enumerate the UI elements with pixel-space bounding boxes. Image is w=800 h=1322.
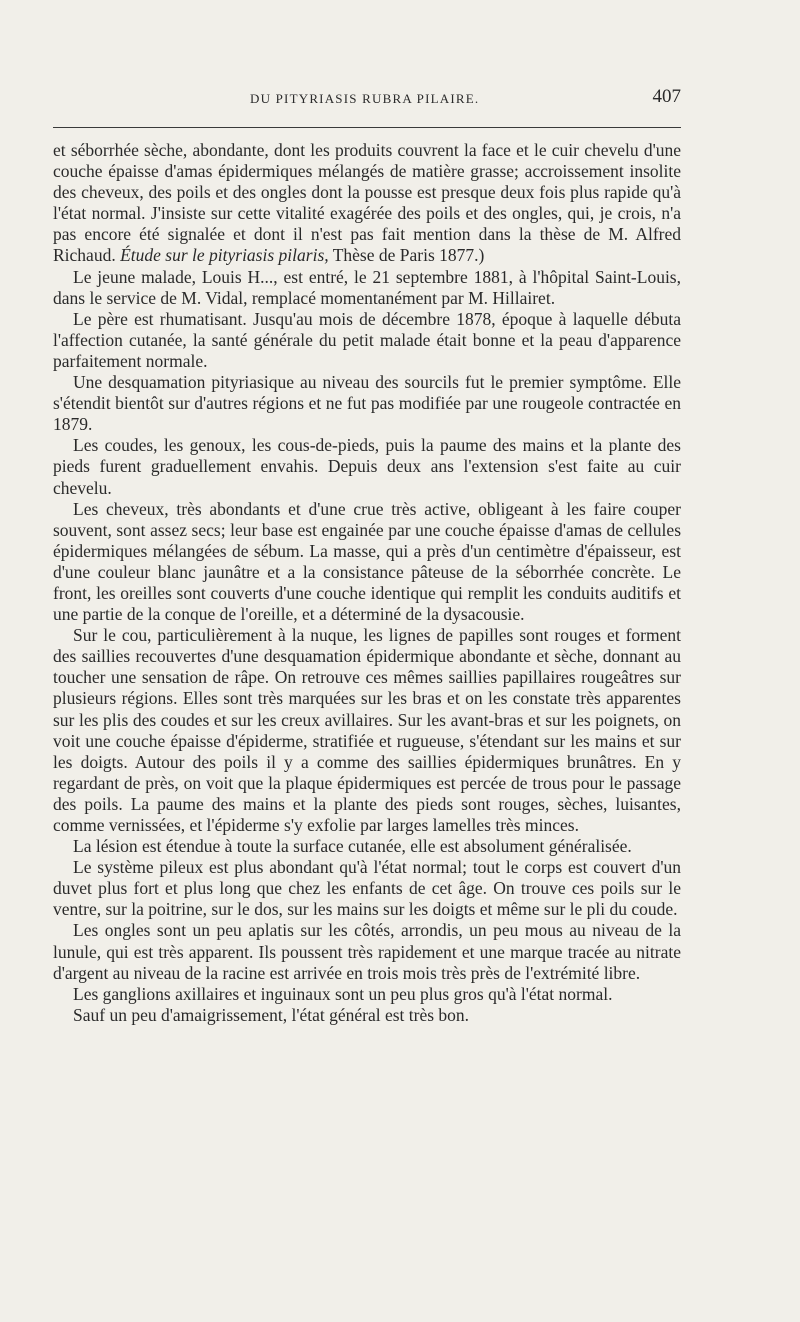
paragraph: Sauf un peu d'amaigrissement, l'état général est très bon. [73, 1004, 470, 1025]
paragraph: Le père est rhumatisant. Jusqu'au mois de décembre 1878, époque à laquelle débuta l'affection cutanée, la santé générale du petit malade était bonne et la peau d'apparence parfaitement normale. [53, 308, 681, 371]
paragraph-text: Thèse de Paris 1877.) [328, 245, 485, 266]
paragraph: Les coudes, les genoux, les cous-de-pieds, puis la paume des mains et la plante des pieds furent graduellement envahis. Depuis deux ans l'extension s'est faite au cuir chevelu. [53, 435, 681, 498]
running-title: DU PITYRIASIS RUBRA PILAIRE. [250, 91, 480, 106]
cited-title: Étude sur le pityriasis pilaris, [120, 245, 329, 266]
paragraph: Les cheveux, très abondants et d'une crue très active, obligeant à les faire couper souvent, sont assez secs; leur base est engainée par une couche épaisse d'amas de cellules épidermiques mélangées de sébum. La masse, qui a près d'un centimètre d'épaisseur, est d'une couleur blanc jaunâtre et a la consistance pâteuse de la séborrhée concrète. Le front, les oreilles sont couverts d'une couche identique qui remplit les conduits auditifs et une partie de la conque de l'oreille, et a déterminé de la dysacousie. [53, 498, 681, 625]
paragraph: Le jeune malade, Louis H..., est entré, le 21 septembre 1881, à l'hôpital Saint-Louis, dans le service de M. Vidal, remplacé momentanément par M. Hillairet. [53, 266, 681, 308]
paragraph: Le système pileux est plus abondant qu'à l'état normal; tout le corps est couvert d'un duvet plus fort et plus long que chez les enfants de cet âge. On trouve ces poils sur le ventre, sur la poitrine, sur le dos, sur les mains sur les doigts et même sur le pli du coude. [53, 857, 681, 920]
running-header [250, 86, 681, 113]
page-number: 407 [652, 86, 681, 107]
paragraph-continued [53, 140, 681, 267]
paragraph: Les ganglions axillaires et inguinaux sont un peu plus gros qu'à l'état normal. [73, 983, 613, 1004]
paragraph: Une desquamation pityriasique au niveau des sourcils fut le premier symptôme. Elle s'étendit bientôt sur d'autres régions et ne fut pas modifiée par une rougeole contractée en 1879. [53, 372, 681, 435]
header-rule [53, 127, 681, 128]
paragraph: Sur le cou, particulièrement à la nuque, les lignes de papilles sont rouges et forment des saillies recouvertes d'une desquamation épidermique abondante et sèche, donnant au toucher une sensation de râpe. On retrouve ces mêmes saillies papillaires rougeâtres sur plusieurs régions. Elles sont très marquées sur les bras et on les constate très apparentes sur les plis des coudes et sur les creux avillaires. Sur les avant-bras et sur les poignets, on voit une couche épaisse d'épiderme, stratifiée et rugueuse, s'étendant sur les mains et sur les doigts. Autour des poils il y a comme des saillies épidermiques brunâtres. En y regardant de près, on voit que la plaque épidermiques est percée de trous pour le passage des poils. La paume des mains et la plante des pieds sont rouges, sèches, luisantes, comme vernissées, et l'épiderme s'y exfolie par larges lamelles très minces. [53, 625, 681, 835]
body-text [53, 140, 681, 1026]
paragraph: La lésion est étendue à toute la surface cutanée, elle est absolument généralisée. [73, 836, 632, 857]
paragraph: Les ongles sont un peu aplatis sur les côtés, arrondis, un peu mous au niveau de la lunule, qui est très apparent. Ils poussent très rapidement et une marque tracée au nitrate d'argent au niveau de la racine est arrivée en trois mois très près de l'extrémité libre. [53, 920, 681, 983]
paragraph-text: et séborrhée sèche, abondante, dont les produits couvrent la face et le cuir chevelu d'une couche épaisse d'amas épidermiques mélangés de matière grasse; accroissement insolite des cheveux, des poils et des ongles dont la pousse est presque deux fois plus rapide qu'à l'état normal. J'insiste sur cette vitalité exagérée des poils et des ongles, qui, je crois, n'a pas encore été signalée et dont il n'est pas fait mention dans la thèse de M. Alfred Richaud. [53, 140, 681, 266]
